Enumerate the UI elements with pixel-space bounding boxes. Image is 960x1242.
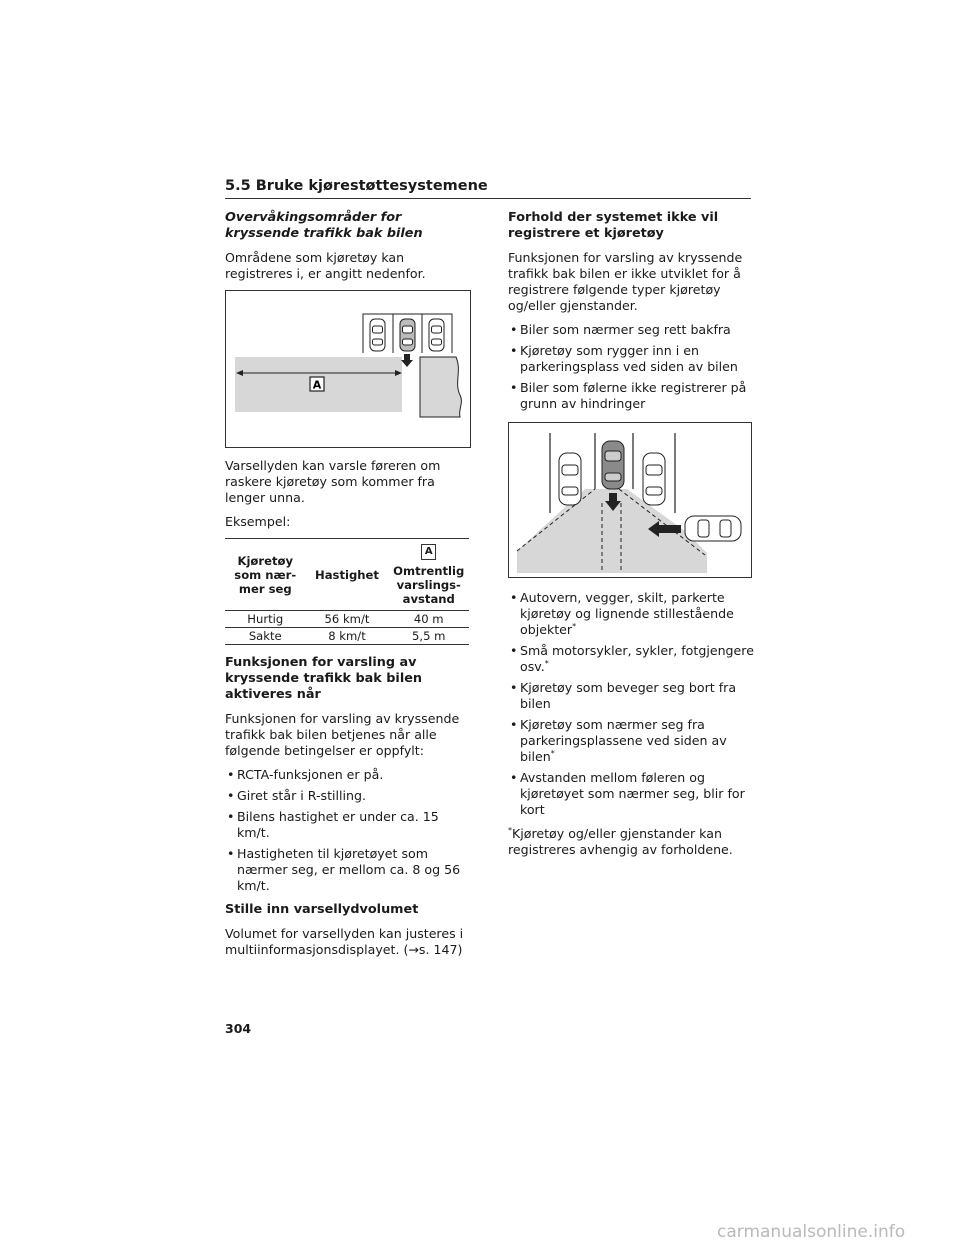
footnote-text: Kjøretøy og/eller gjenstander kan registreres avhengig av forholdene. (508, 826, 733, 857)
parked-car-left (559, 453, 581, 505)
footnote-marker: * (544, 658, 549, 668)
list-item (508, 680, 754, 712)
paragraph-areas: Områdene som kjøretøy kan registreres i, er angitt nedenfor. (225, 250, 426, 281)
heading-monitoring-areas: Overvåkingsområder for kryssende trafikk bak bilen (225, 210, 423, 241)
table-cell: 5,5 m (388, 628, 469, 645)
col-header-distance (388, 539, 469, 611)
parked-car-right (429, 319, 444, 351)
list-item: • Biler som nærmer seg rett bakfra (508, 322, 754, 338)
list-item-text: Autovern, vegger, skilt, parkerte kjøretøy og lignende stillestående objekter (520, 590, 734, 637)
table-cell: 40 m (388, 611, 469, 628)
reverse-arrow-icon (401, 354, 413, 367)
heading-activation: Funksjonen for varsling av kryssende trafikk bak bilen aktiveres når (225, 655, 422, 702)
list-item: • Kjøretøy som rygger inn i en parkeringsplass ved siden av bilen (508, 343, 754, 375)
paragraph-volume: Volumet for varsellyden kan justeres i multiinformasjonsdisplayet. (→s. 147) (225, 926, 464, 957)
parked-car-left (370, 319, 385, 351)
section-divider (225, 198, 751, 199)
paragraph-conditions: Funksjonen for varsling av kryssende trafikk bak bilen betjenes når alle følgende betingelser er oppfylt: (225, 711, 460, 758)
own-car (400, 319, 415, 351)
list-item: • Hastigheten til kjøretøyet som nærmer seg, er mellom ca. 8 og 56 km/t. (225, 846, 471, 894)
warning-distance-table (225, 538, 469, 645)
list-item: • Giret står i R-stilling. (225, 788, 471, 804)
figure-monitoring-area (225, 290, 471, 448)
parked-car-right (643, 453, 665, 505)
heading-not-detected: Forhold der systemet ikke vil registrere et kjøretøy (508, 210, 719, 241)
example-label: Eksempel: (225, 514, 291, 529)
footnote (508, 826, 754, 858)
table-cell: 8 km/t (306, 628, 389, 645)
objects-list (508, 590, 754, 818)
list-item (508, 590, 754, 638)
watermark: carmanualsonline.info (717, 1222, 906, 1242)
blocked-detection-diagram (509, 423, 751, 577)
col-header-speed: Hastighet (306, 539, 389, 611)
not-detected-list (508, 322, 754, 412)
list-item (508, 770, 754, 818)
table-cell: 56 km/t (306, 611, 389, 628)
paragraph-not-detected: Funksjonen for varsling av kryssende trafikk bak bilen er ikke utviklet for å registrere følgende typer kjøretøy og/eller gjenstander. (508, 250, 743, 313)
footnote-marker: * (550, 748, 555, 758)
right-column (508, 210, 754, 866)
col-header-distance-text: Omtrentlig varslings-avstand (393, 564, 465, 606)
table-cell: Hurtig (225, 611, 306, 628)
list-item (508, 717, 754, 765)
approaching-car (685, 516, 741, 541)
list-item: • Biler som følerne ikke registrerer på grunn av hindringer (508, 380, 754, 412)
footnote-marker: * (572, 621, 577, 631)
paragraph-warning: Varsellyden kan varsle føreren om raskere kjøretøy som kommer fra lenger unna. (225, 458, 441, 505)
list-item-text: Avstanden mellom føleren og kjøretøyet som nærmer seg, blir for kort (520, 770, 745, 817)
figure-blocked-detection (508, 422, 752, 578)
col-header-vehicle: Kjøretøy som nær-mer seg (225, 539, 306, 611)
conditions-list (225, 767, 471, 894)
footnote-star: * (508, 825, 512, 835)
table-row (225, 611, 469, 628)
obstacle-wall-shape (420, 357, 461, 417)
table-cell: Sakte (225, 628, 306, 645)
heading-volume: Stille inn varsellydvolumet (225, 902, 419, 917)
table-row (225, 628, 469, 645)
list-item-text: Kjøretøy som nærmer seg fra parkeringsplassene ved siden av bilen (520, 717, 727, 764)
left-column (225, 210, 471, 966)
monitoring-area-diagram (226, 291, 470, 447)
list-item (508, 643, 754, 675)
own-car (602, 441, 624, 489)
list-item-text: Kjøretøy som beveger seg bort fra bilen (520, 680, 737, 711)
label-a: A (312, 378, 322, 392)
list-item: • Bilens hastighet er under ca. 15 km/t. (225, 809, 471, 841)
label-a-badge: A (421, 544, 436, 560)
list-item-text: Små motorsykler, sykler, fotgjengere osv. (520, 643, 754, 674)
list-item: • RCTA-funksjonen er på. (225, 767, 471, 783)
page-number: 304 (225, 1021, 252, 1036)
section-title: 5.5 Bruke kjørestøttesystemene (225, 178, 488, 194)
table-header-row (225, 539, 469, 611)
